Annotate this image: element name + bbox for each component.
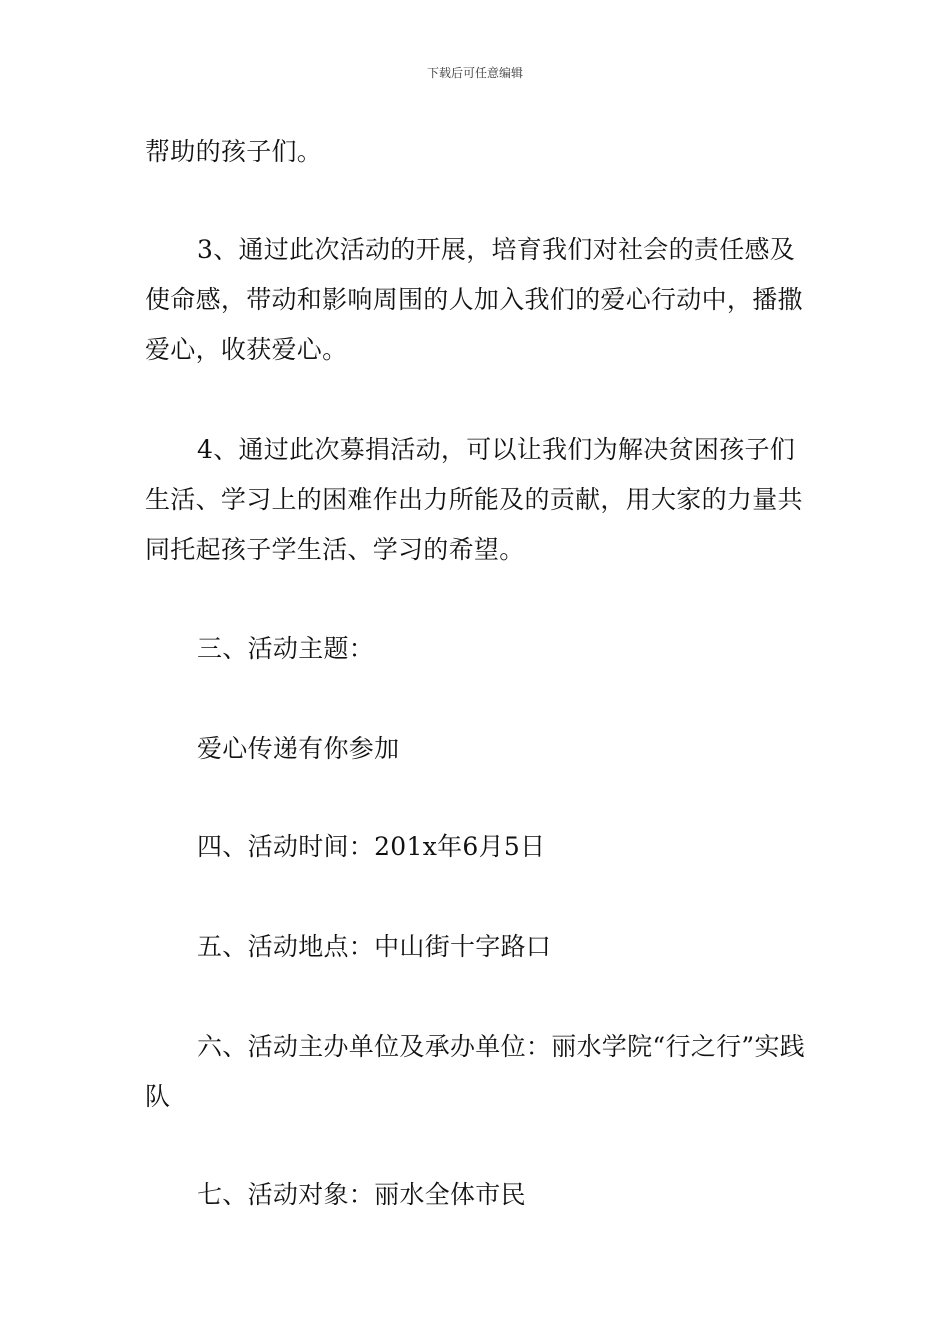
section-heading-audience	[145, 1170, 810, 1220]
page-header: 下载后可任意编辑	[426, 66, 523, 80]
section-heading-theme	[145, 624, 810, 674]
heading-text: 五、活动地点：中山街十字路口	[197, 932, 552, 961]
section-heading-organizer	[145, 1022, 810, 1122]
heading-text: 七、活动对象：丽水全体市民	[197, 1180, 526, 1209]
paragraph-continuation	[145, 127, 810, 177]
heading-text: 六、活动主办单位及承办单位：丽水学院“行之行”实践队	[145, 1032, 806, 1111]
heading-text: 三、活动主题：	[197, 634, 375, 663]
paragraph-text: 帮助的孩子们。	[145, 137, 323, 166]
paragraph-text: 4、通过此次募捐活动，可以让我们为解决贫困孩子们生活、学习上的困难作出力所能及的贡献，用大家的力量共同托起孩子学生活、学习的希望。	[145, 435, 803, 564]
section-heading-time	[145, 822, 810, 872]
paragraph-goal-4	[145, 425, 810, 575]
section-heading-location	[145, 922, 810, 972]
paragraph-text: 3、通过此次活动的开展，培育我们对社会的责任感及使命感，带动和影响周围的人加入我们的爱心行动中，播撒爱心，收获爱心。	[145, 235, 803, 364]
paragraph-goal-3	[145, 225, 810, 375]
heading-text: 四、活动时间：201x年6月5日	[197, 832, 546, 861]
paragraph-theme	[145, 724, 810, 774]
paragraph-text: 爱心传递有你参加	[197, 734, 400, 763]
